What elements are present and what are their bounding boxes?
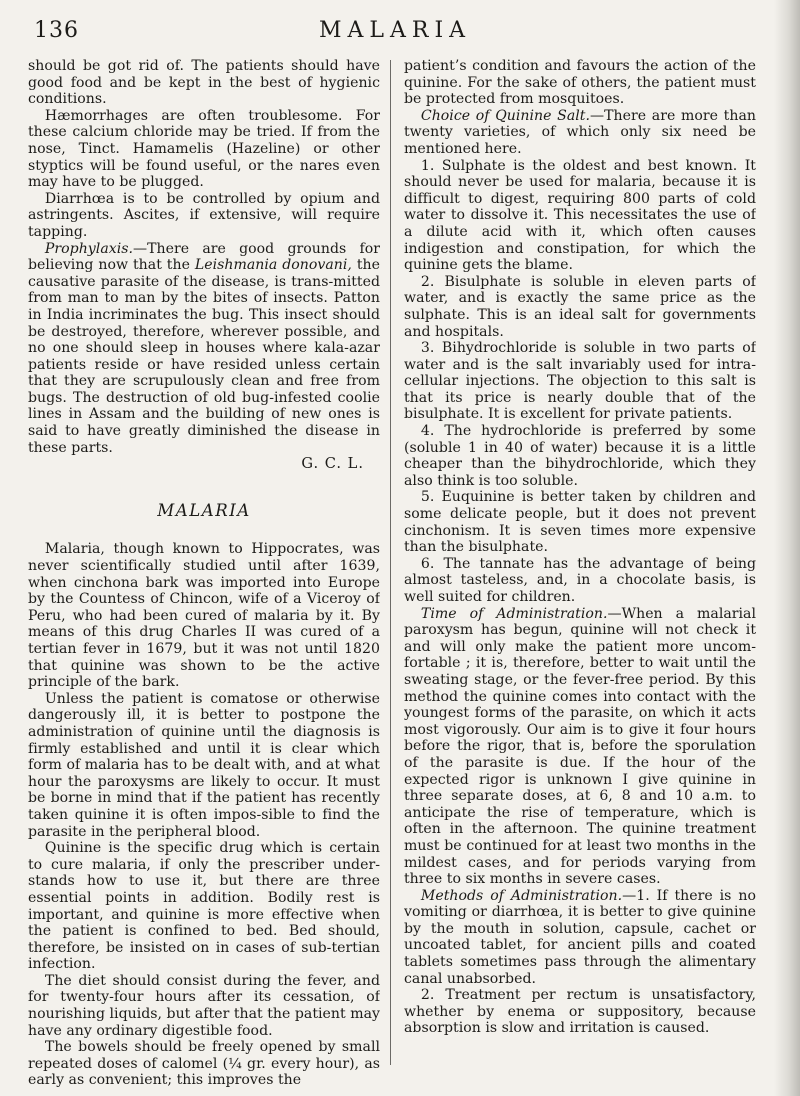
paragraph: should be got rid of. The patients should have good food and be kept in the best of hygienic conditions. xyxy=(28,58,380,108)
paragraph-prophylaxis xyxy=(28,241,380,457)
paragraph-text: —There are more than twenty varieties, of which only six need be mentioned here. xyxy=(404,107,756,157)
paragraph: patient’s condition and favours the action of the quinine. For the sake of others, the patient must be protected from mosquitoes. xyxy=(404,58,756,108)
paragraph-lead: Time of Administration. xyxy=(420,605,608,622)
paragraph-text: —There are good grounds for believing now that the xyxy=(28,240,380,274)
list-item: 5. Euquinine is better taken by children and some delicate people, but it does not prevent cinchonism. It is seven times more expensive than the bisulphate. xyxy=(404,489,756,556)
paragraph-lead: Choice of Quinine Salt. xyxy=(420,107,590,124)
running-title: MALARIA xyxy=(318,18,472,43)
paragraph: Malaria, though known to Hippocrates, was never scientifically studied until after 1639, when cinchona bark was imported into Europe by the Countess of Chincon, wife of a Viceroy of Peru, who had been cured of malaria by it. By means of this drug Charles II was cured of a tertian fever in 1679, but it was not until 1820 that quinine was shown to be the active principle of the bark. xyxy=(28,541,380,691)
list-item: 4. The hydrochloride is preferred by some (soluble 1 in 40 of water) because it is a little cheaper than the bihydrochloride, which they also think is too soluble. xyxy=(404,423,756,489)
paragraph-lead: Methods of Administration. xyxy=(420,887,623,904)
paragraph-text: the causative parasite of the disease, is trans-mitted from man to man by the bites of insects. Patton in India incriminates the bug. This insect should be destroyed, therefore, wherever possible, and no one should sleep in houses where kala-azar patients reside or have resided unless certain that they are scrupulously clean and free from bugs. The destruction of old bug-infested coolie lines in Assam and the building of new ones is said to have greatly diminished the disease in these parts. xyxy=(28,257,380,456)
right-column xyxy=(404,58,756,1088)
paragraph: The diet should consist during the fever, and for twenty-four hours after its cessation, of nourishing liquids, but after that the patient may have any ordinary digestible food. xyxy=(28,972,380,1039)
paragraph: Quinine is the specific drug which is certain to cure malaria, if only the prescriber under-stands how to use it, but there are three essential points in addition. Bodily rest is important, and quinine is more effective when the patient is confined to bed. Bed should, therefore, be insisted on in cases of sub-tertian infection. xyxy=(28,840,380,973)
page-edge-shadow xyxy=(774,0,800,1096)
paragraph: Unless the patient is comatose or otherwise dangerously ill, it is better to postpone the administration of quinine until the diagnosis is firmly established and until it is clear which form of malaria has to be dealt with, and at what hour the paroxysms are likely to occur. It must be borne in mind that if the patient has recently taken quinine it is often impos-sible to find the parasite in the peripheral blood. xyxy=(28,690,380,840)
paragraph-time-of-administration xyxy=(404,606,756,888)
list-item: 3. Bihydrochloride is soluble in two parts of water and is the salt invariably used for intra-cellular injections. The objection to this salt is that its price is nearly double that of the bisulphate. It is excellent for private patients. xyxy=(404,340,756,423)
running-head xyxy=(34,18,756,48)
species-name: Leishmania donovani, xyxy=(194,257,352,274)
paragraph-text: —When a malarial paroxysm has begun, quinine will not check it and will only make the patient more uncom-fortable ; it is, therefore, better to wait until the sweating stage, or the fever-free period. By this method the quinine comes into contact with the youngest forms of the parasite, on which it acts most vigorously. Our aim is to give it four hours before the rigor, that is, before the sporulation of the parasite is due. If the hour of the expected rigor is unknown I give quinine in three separate doses, at 6, 8 and 10 a.m. to anticipate the rise of temperature, which is often in the afternoon. The quinine treatment must be continued for at least two months in the mildest cases, and for periods varying from three to six months in severe cases. xyxy=(404,605,756,888)
paragraph-lead: Prophylaxis. xyxy=(44,240,133,257)
list-item: 2. Bisulphate is soluble in eleven parts of water, and is exactly the same price as the sulphate. This is an ideal salt for governments and hospitals. xyxy=(404,273,756,340)
list-item: 6. The tannate has the advantage of being almost tasteless, and, in a chocolate basis, is well suited for children. xyxy=(404,555,756,605)
paragraph: Hæmorrhages are often troublesome. For these calcium chloride may be tried. If from the nose, Tinct. Hamamelis (Hazeline) or other styptics will be found useful, or the nares even may have to be plugged. xyxy=(28,107,380,191)
paragraph-text: —1. If there is no vomiting or diarrhœa, it is better to give quinine by the mouth in solution, capsule, cachet or uncoated tablet, for ancient pills and coated tablets sometimes pass through the alimentary canal unabsorbed. xyxy=(404,887,756,987)
list-item: 2. Treatment per rectum is unsatisfactory, whether by enema or suppository, because absorption is slow and irritation is caused. xyxy=(404,987,756,1037)
paragraph-methods-of-administration xyxy=(404,888,756,988)
column-divider xyxy=(390,60,391,1065)
author-initials: G. C. L. xyxy=(301,455,364,473)
page-number: 136 xyxy=(34,18,79,43)
paragraph-choice-of-salt xyxy=(404,108,756,158)
left-column xyxy=(28,58,380,1088)
paragraph: The bowels should be freely opened by small repeated doses of calomel (¼ gr. every hour), as early as convenient; this improves the xyxy=(28,1039,380,1088)
list-item: 1. Sulphate is the oldest and best known. It should never be used for malaria, because it is difficult to digest, requiring 800 parts of cold water to dissolve it. This necessitates the use of a dilute acid with it, which often causes indigestion and constipation, for which the quinine gets the blame. xyxy=(404,157,756,274)
section-heading: MALARIA xyxy=(157,500,251,520)
paragraph: Diarrhœa is to be controlled by opium and astringents. Ascites, if extensive, will require tapping. xyxy=(28,190,380,240)
